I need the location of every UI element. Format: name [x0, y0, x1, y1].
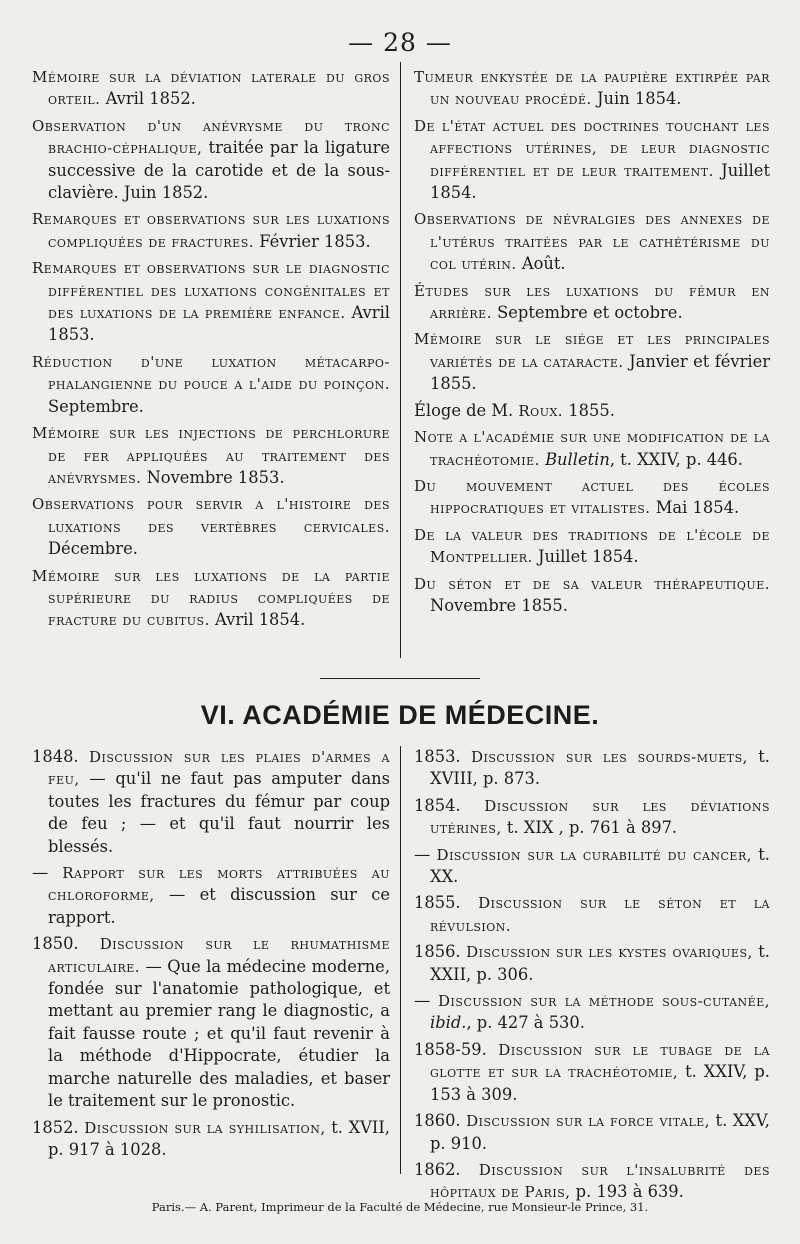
entry-pre: —: [32, 863, 63, 883]
entry-sc: Note a l'académie sur une modification de la trachéotomie.: [414, 428, 770, 469]
entry-sc: Études sur les luxations du fémur en arrière.: [414, 281, 770, 323]
entry-rest: Août.: [516, 254, 566, 274]
academie-entry: [414, 941, 770, 986]
entry-it: Bulletin: [545, 449, 610, 469]
academie-entry: [414, 990, 770, 1035]
entry-rest: — et discussion sur ce rapport.: [48, 885, 390, 927]
academie-right-column: [414, 746, 770, 1208]
entry-rest: p. 193 à 639.: [570, 1182, 684, 1202]
entry-it: ibid.: [430, 1013, 467, 1033]
entry-sc: Rapport sur les morts attribuées au chloroforme,: [48, 864, 390, 905]
entry-sc: Mémoire sur la déviation laterale du gros orteil.: [32, 68, 390, 109]
entry-sc: De l'état actuel des doctrines touchant les affections utérines, de leur diagnostic différentiel et de leur traitement.: [414, 116, 770, 180]
entry-sc: Observations pour servir a l'histoire des luxations des vertèbres cervicales.: [32, 495, 390, 536]
entry-rest: t. XXIV, p. 153 à 309.: [430, 1062, 770, 1104]
entry-rest: Avril 1852.: [100, 89, 196, 109]
entry-sc: Discussion sur le tubage de la glotte et sur la trachéotomie,: [430, 1040, 770, 1082]
entry-sc: Mémoire sur les injections de perchlorure de fer appliquées au traitement des anévrysmes.: [32, 424, 390, 487]
entry-pre: 1855.: [414, 893, 479, 913]
academie-entry: [414, 1159, 770, 1204]
section-title: VI. ACADÉMIE DE MÉDECINE.: [200, 700, 600, 730]
entry-sc: Observation d'un anévrysme du tronc brachio-céphalique,: [32, 116, 390, 158]
publication-entry: [414, 524, 770, 569]
academie-entry: [414, 795, 770, 840]
entry-sc: Discussion sur les plaies d'armes a feu,: [48, 748, 390, 789]
entry-sc: Discussion sur la syhilisation,: [84, 1118, 326, 1137]
academie-entry: [414, 844, 770, 889]
entry-rest: Février 1853.: [254, 231, 371, 251]
entry-sc: Du mouvement actuel des écoles hippocratiques et vitalistes.: [414, 476, 770, 518]
entry-rest: Novembre 1855.: [430, 595, 568, 615]
entry-pre: 1848.: [32, 747, 89, 766]
academie-entry: [414, 746, 770, 791]
entry-rest: t. XX.: [430, 844, 770, 887]
section-separator: [320, 678, 480, 679]
entry-rest: Juillet 1854.: [532, 547, 639, 567]
entry-rest: t. XXV, p. 910.: [430, 1111, 770, 1153]
entry-pre: 1858-59.: [414, 1039, 499, 1059]
entry-sc: Discussion sur les sourds-muets,: [470, 748, 748, 766]
publication-entry: [32, 422, 390, 489]
entry-rest: t. XVIII, p. 873.: [430, 747, 770, 789]
academie-entry: [414, 1110, 770, 1155]
entry-sc: Discussion sur l'insalubrité des hôpitaux de Paris,: [430, 1160, 770, 1202]
publication-entry: [414, 280, 770, 325]
academie-entry: [32, 933, 390, 1112]
entry-sc: Discussion sur la méthode sous-cutanée,: [438, 992, 770, 1011]
publication-entry: [32, 66, 390, 111]
publication-entry: [414, 573, 770, 618]
page-number: — 28 —: [348, 28, 452, 57]
entry-pre: Éloge de M.: [414, 400, 519, 420]
entry-rest: Septembre.: [48, 396, 144, 416]
entry-rest: Novembre 1853.: [141, 467, 285, 487]
entry-rest: Juillet 1854.: [430, 160, 770, 203]
entry-sc: Observations de névralgies des annexes de l'utérus traitées par le cathétérisme du col utérin.: [414, 210, 770, 274]
entry-pre: —: [414, 991, 439, 1011]
entry-pre: 1852.: [32, 1117, 85, 1137]
entry-pre: —: [414, 844, 437, 864]
publication-entry: [32, 493, 390, 560]
entry-sc: Remarques et observations sur les luxations compliquées de fractures.: [32, 210, 390, 251]
publication-entry: [32, 257, 390, 347]
entry-rest: Mai 1854.: [650, 498, 740, 518]
academie-entry: [414, 892, 770, 937]
entry-sc: Mémoire sur le siége et les principales variétés de la cataracte.: [414, 330, 770, 371]
entry-rest: , t. XXIV, p. 446.: [609, 449, 743, 469]
entry-rest: Septembre et octobre.: [491, 303, 683, 323]
publication-entry: [32, 351, 390, 418]
entry-rest: t. XIX , p. 761 à 897.: [501, 818, 678, 838]
entry-rest: t. XVII, p. 917 à 1028.: [48, 1117, 390, 1159]
publication-entry: [414, 400, 770, 422]
column-divider: [400, 746, 401, 1174]
entry-rest: traitée par la ligature successive de la carotide et de la sous-clavière. Juin 1852.: [48, 138, 390, 203]
entry-rest: Avril 1854.: [209, 610, 306, 630]
entry-sc: De la valeur des traditions de l'école de Montpellier.: [414, 525, 770, 567]
entry-rest: — Que la médecine moderne, fondée sur l'anatomie pathologique, et mettant au premier rang le diagnostic, a fait fausse route ; et qu'il faut revenir à la méthode d'Hippocrate, étudier la marche naturelle des maladies, et baser le traitement sur le pronostic.: [48, 956, 390, 1111]
entry-rest: t. XXII, p. 306.: [430, 942, 770, 984]
entry-pre: 1850.: [32, 934, 100, 954]
printer-footer: Paris.— A. Parent, Imprimeur de la Faculté de Médecine, rue Monsieur-le Prince, 31.: [151, 1200, 649, 1214]
entry-sc: Discussion sur les déviations utérines,: [430, 796, 770, 838]
entry-sc: Discussion sur le séton et la révulsion.: [430, 894, 770, 935]
entry-sc: Discussion sur le rhumathisme articulaire.: [48, 935, 390, 976]
entry-rest: Avril 1853.: [48, 303, 391, 345]
entry-rest: — qu'il ne faut pas amputer dans toutes les fractures du fémur par coup de feu ; — et qu'il faut nourrir les blessés.: [48, 769, 390, 856]
academie-entry: [32, 1117, 390, 1162]
publication-entry: [32, 115, 390, 205]
publication-entry: [414, 475, 770, 520]
entry-pre: 1856.: [414, 942, 467, 962]
entry-sc: Roux.: [518, 401, 564, 420]
publication-entry: [414, 426, 770, 471]
entry-pre: 1860.: [414, 1111, 467, 1131]
publications-right-column: [414, 66, 770, 621]
entry-sc: Remarques et observations sur le diagnostic différentiel des luxations congénitales et des luxations de la première enfance.: [32, 259, 390, 323]
entry-pre: 1862.: [414, 1159, 479, 1179]
entry-rest: Janvier et février 1855.: [430, 351, 770, 394]
entry-pre: 1854.: [414, 795, 485, 815]
academie-entry: [32, 862, 390, 929]
entry-sc: Réduction d'une luxation métacarpo-phalangienne du pouce a l'aide du poinçon.: [32, 352, 390, 394]
entry-sc: Discussion sur les kystes ovariques,: [466, 943, 753, 962]
entry-sc: Tumeur enkystée de la paupière extirpée par un nouveau procédé.: [414, 68, 770, 109]
publication-entry: [414, 66, 770, 111]
academie-entry: [32, 746, 390, 858]
publication-entry: [32, 565, 390, 632]
column-divider: [400, 62, 401, 658]
publication-entry: [32, 208, 390, 253]
publication-entry: [414, 115, 770, 205]
publication-entry: [414, 208, 770, 275]
publications-left-column: [32, 66, 390, 636]
entry-rest: Juin 1854.: [591, 89, 682, 109]
entry-sc: Discussion sur la force vitale,: [466, 1112, 711, 1131]
academie-entry: [414, 1039, 770, 1106]
academie-left-column: [32, 746, 390, 1165]
entry-rest: Décembre.: [48, 539, 138, 559]
entry-rest: , p. 427 à 530.: [466, 1013, 585, 1033]
entry-sc: Mémoire sur les luxations de la partie supérieure du radius compliquées de fracture du cubitus.: [32, 566, 390, 630]
publication-entry: [414, 328, 770, 395]
entry-sc: Du séton et de sa valeur thérapeutique.: [414, 574, 770, 593]
entry-pre: 1853.: [414, 747, 471, 766]
entry-rest: 1855.: [563, 400, 615, 420]
entry-sc: Discussion sur la curabilité du cancer,: [436, 845, 753, 864]
